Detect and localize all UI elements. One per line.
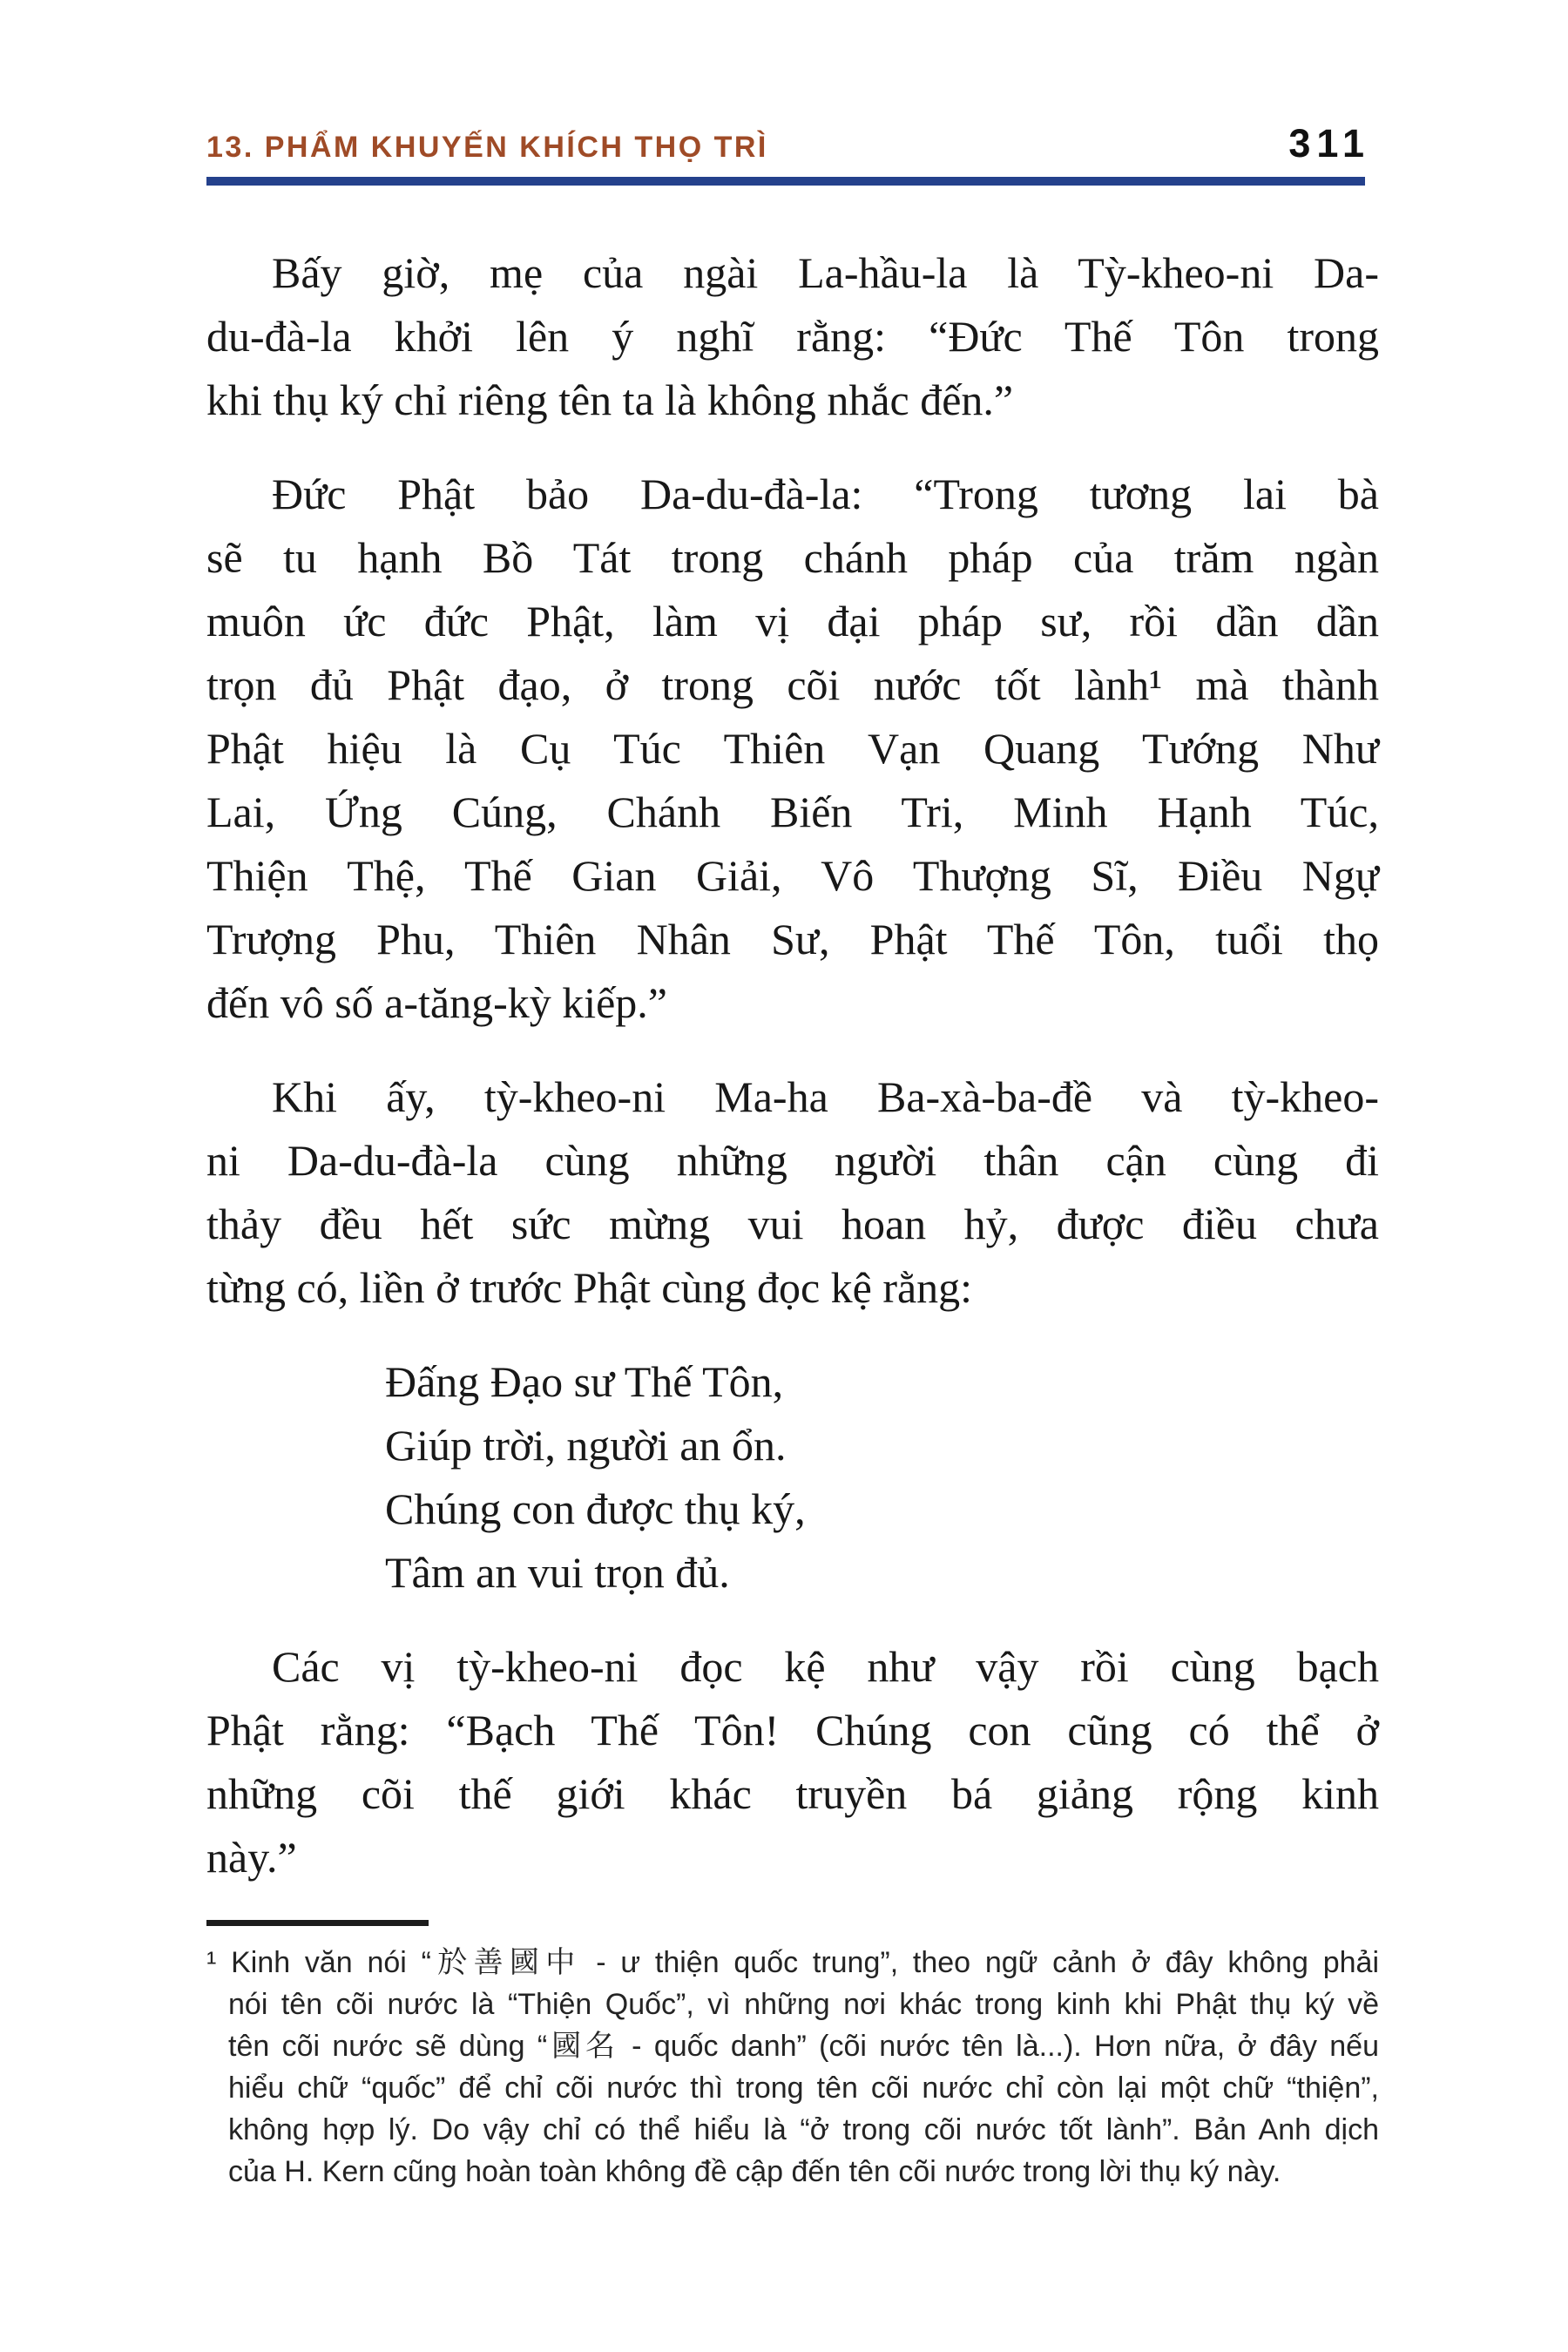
text-line: Khi ấy, tỳ-kheo-ni Ma-ha Ba-xà-ba-đề và tỳ-kheo- xyxy=(272,1072,1379,1121)
footnote-line: không hợp lý. Do vậy chỉ có thể hiểu là “ở trong cõi nước tốt lành”. Bản Anh dịch xyxy=(228,2113,1379,2146)
footnote-line: hiểu chữ “quốc” để chỉ cõi nước thì trong tên cõi nước chỉ còn lại một chữ “thiện”, xyxy=(228,2072,1379,2105)
text-line: Các vị tỳ-kheo-ni đọc kệ như vậy rồi cùng bạch xyxy=(272,1642,1379,1691)
text-line: Trượng Phu, Thiên Nhân Sư, Phật Thế Tôn, tuổi thọ xyxy=(206,915,1379,963)
footnote-line: nói tên cõi nước là “Thiện Quốc”, vì những nơi khác trong kinh khi Phật thụ ký về xyxy=(228,1988,1379,2021)
footnote xyxy=(206,1942,1379,2193)
text-line: Phật hiệu là Cụ Túc Thiên Vạn Quang Tướng Như xyxy=(206,724,1379,773)
text-line: Bấy giờ, mẹ của ngài La-hầu-la là Tỳ-kheo-ni Da- xyxy=(272,248,1379,297)
text-line: Chúng con được thụ ký, xyxy=(385,1484,806,1533)
text-line: Tâm an vui trọn đủ. xyxy=(385,1548,730,1597)
body-paragraphs xyxy=(206,241,1379,1889)
footnote-rule xyxy=(206,1920,429,1926)
footnote-line: tên cõi nước sẽ dùng “國名 - quốc danh” (cõi nước tên là...). Hơn nữa, ở đây nếu xyxy=(228,2030,1379,2063)
footnote-line: của H. Kern cũng hoàn toàn không đề cập đến tên cõi nước trong lời thụ ký này. xyxy=(228,2155,1281,2188)
verse-block xyxy=(385,1350,1379,1605)
footnote-line: ¹ Kinh văn nói “於善國中 - ư thiện quốc trung”, theo ngữ cảnh ở đây không phải xyxy=(206,1946,1379,1979)
text-line: trọn đủ Phật đạo, ở trong cõi nước tốt lành¹ mà thành xyxy=(206,660,1379,709)
chapter-title: 13. PHẨM KHUYẾN KHÍCH THỌ TRÌ xyxy=(206,131,768,164)
text-line: khi thụ ký chỉ riêng tên ta là không nhắc đến.” xyxy=(206,375,1014,424)
text-line: thảy đều hết sức mừng vui hoan hỷ, được điều chưa xyxy=(206,1200,1379,1248)
running-header xyxy=(206,121,1379,166)
text-line: Giúp trời, người an ổn. xyxy=(385,1421,787,1470)
footnote-text xyxy=(206,1942,1379,2193)
text-line: Phật rằng: “Bạch Thế Tôn! Chúng con cũng có thể ở xyxy=(206,1706,1379,1754)
text-line: này.” xyxy=(206,1833,297,1882)
body-text xyxy=(206,241,1379,1889)
paragraph xyxy=(206,463,1379,1035)
text-line: đến vô số a-tăng-kỳ kiếp.” xyxy=(206,978,668,1027)
header-rule xyxy=(206,177,1365,186)
text-line: Đức Phật bảo Da-du-đà-la: “Trong tương lai bà xyxy=(272,470,1379,518)
text-line: ni Da-du-đà-la cùng những người thân cận cùng đi xyxy=(206,1136,1379,1185)
text-line: muôn ức đức Phật, làm vị đại pháp sư, rồi dần dần xyxy=(206,597,1379,645)
text-line: những cõi thế giới khác truyền bá giảng rộng kinh xyxy=(206,1769,1379,1818)
paragraph xyxy=(206,1065,1379,1320)
text-line: từng có, liền ở trước Phật cùng đọc kệ rằng: xyxy=(206,1263,973,1312)
text-line: sẽ tu hạnh Bồ Tát trong chánh pháp của trăm ngàn xyxy=(206,533,1379,582)
text-line: du-đà-la khởi lên ý nghĩ rằng: “Đức Thế Tôn trong xyxy=(206,312,1379,361)
paragraph xyxy=(206,241,1379,432)
paragraph xyxy=(206,1635,1379,1889)
text-line: Lai, Ứng Cúng, Chánh Biến Tri, Minh Hạnh Túc, xyxy=(206,787,1379,836)
page-content xyxy=(206,0,1379,2193)
page-number: 311 xyxy=(1288,121,1370,166)
text-line: Thiện Thệ, Thế Gian Giải, Vô Thượng Sĩ, Điều Ngự xyxy=(206,851,1379,900)
text-line: Đấng Đạo sư Thế Tôn, xyxy=(385,1357,784,1406)
